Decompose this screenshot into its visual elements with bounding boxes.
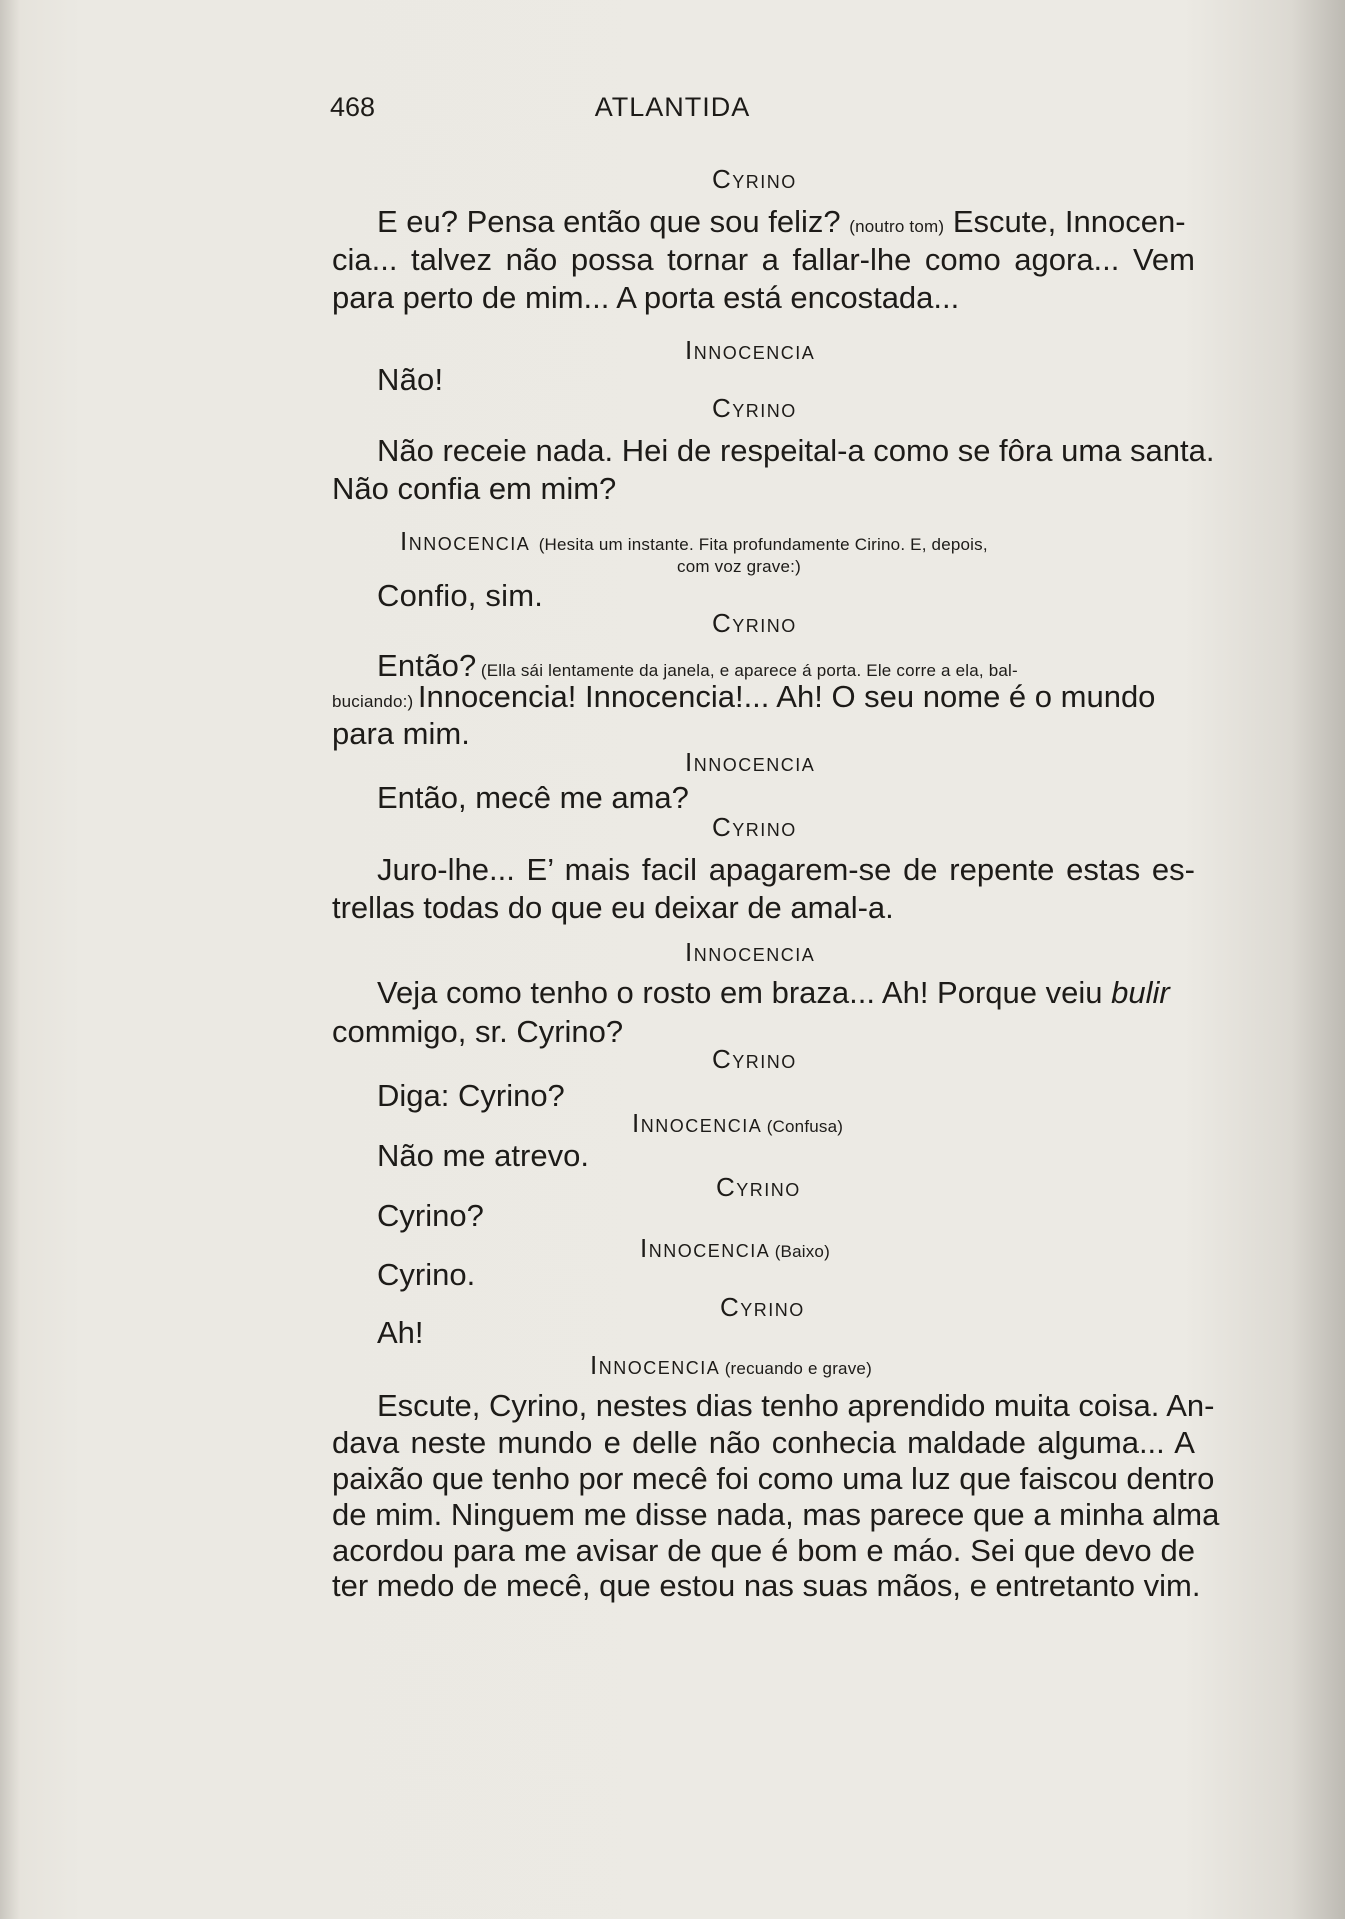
dialogue-line: Cyrino?: [377, 1198, 484, 1233]
dialogue-line: Não receie nada. Hei de respeital-a como se fôra uma santa.: [377, 433, 1215, 468]
speaker-name: Cyrino: [716, 1172, 801, 1202]
dialogue-line: trellas todas do que eu deixar de amal-a.: [332, 890, 894, 925]
speaker-name: Cyrino: [712, 608, 797, 638]
dialogue-line: Juro-lhe... E’ mais facil apagarem-se de repente estas es-: [377, 852, 1195, 887]
stage-direction: (Ella sái lentamente da janela, e aparece á porta. Ele corre a ela, bal-: [480, 661, 1018, 680]
stage-direction: (Confusa): [766, 1117, 844, 1136]
dialogue-line: ter medo de mecê, que estou nas suas mãos, e entretanto vim.: [332, 1568, 1201, 1603]
dialogue-line: Então, mecê me ama?: [377, 780, 689, 815]
speaker-with-direction: [590, 1350, 872, 1381]
dialogue-line: dava neste mundo e delle não conhecia maldade alguma... A: [332, 1425, 1195, 1460]
dialogue-line: Não me atrevo.: [377, 1138, 589, 1173]
dialogue-line: Confio, sim.: [377, 578, 544, 613]
stage-direction: buciando:): [332, 692, 414, 711]
dialogue-line: Não confia em mim?: [332, 471, 617, 506]
speaker-with-direction: [632, 1108, 843, 1139]
dialogue-line: para perto de mim... A porta está encostada...: [332, 280, 960, 315]
speaker-with-direction: [400, 526, 988, 557]
dialogue-line: paixão que tenho por mecê foi como uma luz que faiscou dentro: [332, 1461, 1215, 1496]
dialogue-line: Ah!: [377, 1315, 424, 1350]
speaker-name: Innocencia: [685, 335, 816, 365]
dialogue-line: Escute, Cyrino, nestes dias tenho aprendido muita coisa. An-: [377, 1388, 1215, 1423]
speaker-name: Cyrino: [712, 812, 797, 842]
dialogue-text: E eu? Pensa então que sou feliz?: [377, 204, 841, 239]
dialogue-line: Não!: [377, 362, 444, 397]
dialogue-text: Veja como tenho o rosto em braza... Ah! Porque veiu: [377, 975, 1103, 1010]
speaker-name: Innocencia: [640, 1233, 771, 1263]
speaker-name: Innocencia: [590, 1350, 721, 1380]
stage-direction: (noutro tom): [849, 217, 945, 236]
stage-direction: (recuando e grave): [724, 1359, 872, 1378]
dialogue-line: para mim.: [332, 716, 470, 751]
speaker-name: Cyrino: [712, 1044, 797, 1074]
speaker-name: Innocencia: [685, 937, 816, 967]
dialogue-line: [377, 975, 1170, 1011]
page-number: 468: [330, 92, 376, 122]
speaker-name: Cyrino: [712, 393, 797, 423]
speaker-name: Innocencia: [632, 1108, 763, 1138]
dialogue-text: Escute, Innocen-: [952, 204, 1186, 239]
speaker-name: Innocencia: [400, 526, 531, 556]
speaker-name: Cyrino: [712, 164, 797, 194]
speaker-name: Innocencia: [685, 747, 816, 777]
dialogue-line: [332, 679, 1155, 715]
dialogue-line: [377, 204, 1186, 240]
dialogue-line: commigo, sr. Cyrino?: [332, 1014, 624, 1049]
speaker-name: Cyrino: [720, 1292, 805, 1322]
dialogue-line: cia... talvez não possa tornar a fallar-lhe como agora... Vem: [332, 242, 1195, 277]
dialogue-line: Diga: Cyrino?: [377, 1078, 565, 1113]
speaker-with-direction: [640, 1233, 830, 1264]
stage-direction: (Hesita um instante. Fita profundamente Cirino. E, depois,: [538, 535, 988, 554]
stage-direction: (Baixo): [774, 1242, 830, 1261]
dialogue-line: acordou para me avisar de que é bom e máo. Sei que devo de: [332, 1533, 1195, 1568]
dialogue-line: Cyrino.: [377, 1257, 476, 1292]
stage-direction: com voz grave:): [677, 557, 801, 576]
running-title: ATLANTIDA: [594, 92, 751, 122]
dialogue-text: Então?: [377, 648, 477, 683]
dialogue-text: Innocencia! Innocencia!... Ah! O seu nome é o mundo: [417, 679, 1156, 714]
emphasized-word: bulir: [1111, 975, 1170, 1010]
dialogue-line: de mim. Ninguem me disse nada, mas parece que a minha alma: [332, 1497, 1220, 1532]
